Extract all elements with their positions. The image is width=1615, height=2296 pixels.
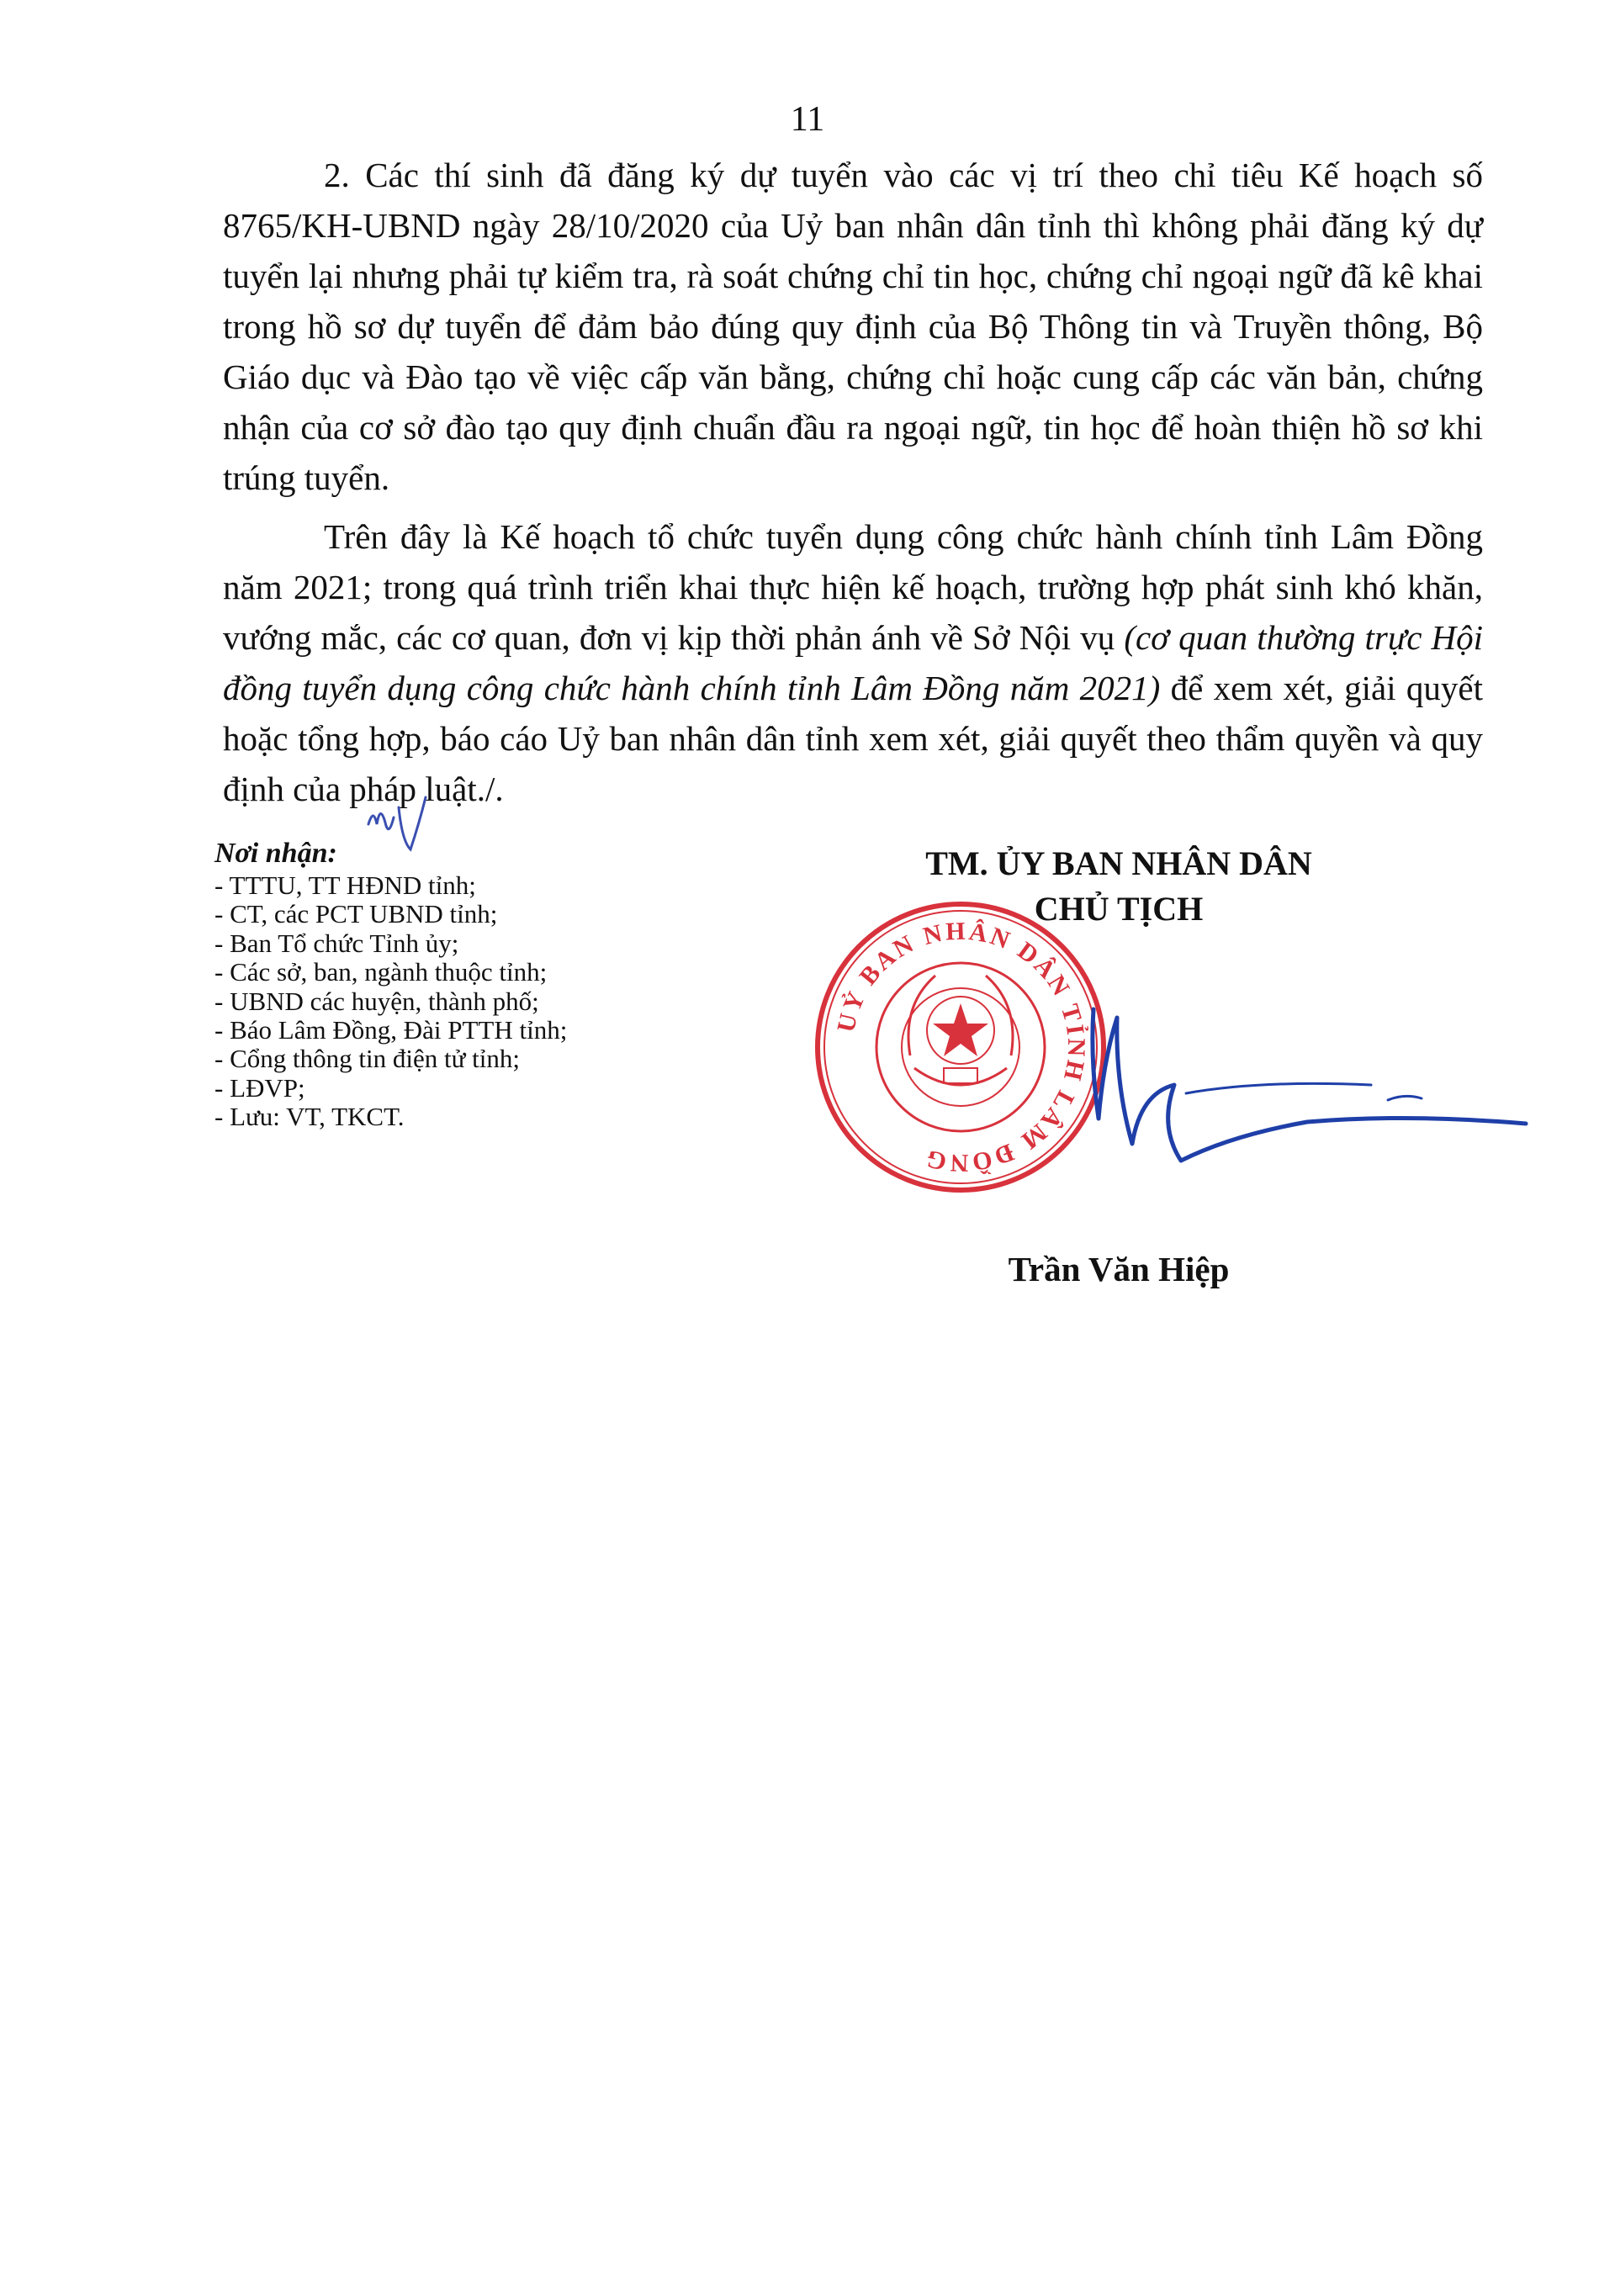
paragraph-2-italic: (cơ quan thường trực Hội đồng tuyển dụng công chức hành chính tỉnh Lâm Đồng năm 2021) bbox=[223, 618, 1483, 707]
recipient-item: - Lưu: VT, TKCT. bbox=[214, 1102, 405, 1132]
recipients-block bbox=[214, 838, 854, 1132]
recipient-item: - CT, các PCT UBND tỉnh; bbox=[214, 899, 498, 929]
page-number: 11 bbox=[790, 100, 825, 139]
document-body bbox=[223, 150, 1483, 823]
recipient-item: - Cổng thông tin điện tử tỉnh; bbox=[214, 1044, 520, 1074]
recipient-item: - Ban Tổ chức Tỉnh ủy; bbox=[214, 928, 459, 958]
recipients-title: Nơi nhận: bbox=[214, 838, 337, 869]
signer-name: Trần Văn Hiệp bbox=[1008, 1250, 1230, 1288]
paragraph-2-end: để xem xét, giải quyết hoặc tổng hợp, báo cáo Uỷ ban nhân dân tỉnh xem xét, giải quyết theo thẩm quyền và quy định của pháp luật./. bbox=[223, 669, 1483, 808]
signature-organization: TM. ỦY BAN NHÂN DÂN bbox=[925, 844, 1312, 882]
recipient-item: - Báo Lâm Đồng, Đài PTTH tỉnh; bbox=[214, 1015, 568, 1045]
recipients-list bbox=[214, 871, 854, 1132]
seal-text: UỶ BAN NHÂN DÂN TỈNH LÂM ĐỒNG bbox=[832, 917, 1091, 1177]
paragraph-1: 2. Các thí sinh đã đăng ký dự tuyển vào các vị trí theo chỉ tiêu Kế hoạch số 8765/KH-UBND ngày 28/10/2020 của Uỷ ban nhân dân tỉnh thì không phải đăng ký dự tuyển lại nhưng phải tự kiểm tra, rà soát chứng chỉ tin học, chứng chỉ ngoại ngữ đã kê khai trong hồ sơ dự tuyển để đảm bảo đúng quy định của Bộ Thông tin và Truyền thông, Bộ Giáo dục và Đào tạo về việc cấp văn bằng, chứng chỉ hoặc cung cấp các văn bản, chứng nhận của cơ sở đào tạo quy định chuẩn đầu ra ngoại ngữ, tin học để hoàn thiện hồ sơ khi trúng tuyển. bbox=[223, 156, 1483, 497]
handwritten-signature bbox=[1035, 1001, 1556, 1169]
paragraph-2 bbox=[223, 511, 1483, 814]
signature-position: CHỦ TỊCH bbox=[1034, 890, 1204, 928]
recipient-item: - Các sở, ban, ngành thuộc tỉnh; bbox=[214, 957, 548, 987]
recipient-item: - TTTU, TT HĐND tỉnh; bbox=[214, 870, 476, 900]
recipient-item: - UBND các huyện, thành phố; bbox=[214, 986, 539, 1016]
recipient-item: - LĐVP; bbox=[214, 1072, 305, 1103]
paragraph-2-start: Trên đây là Kế hoạch tổ chức tuyển dụng công chức hành chính tỉnh Lâm Đồng năm 2021; trong quá trình triển khai thực hiện kế hoạch, trường hợp phát sinh khó khăn, vướng mắc, các cơ quan, đơn vị kịp thời phản ánh về Sở Nội vụ bbox=[223, 517, 1483, 657]
